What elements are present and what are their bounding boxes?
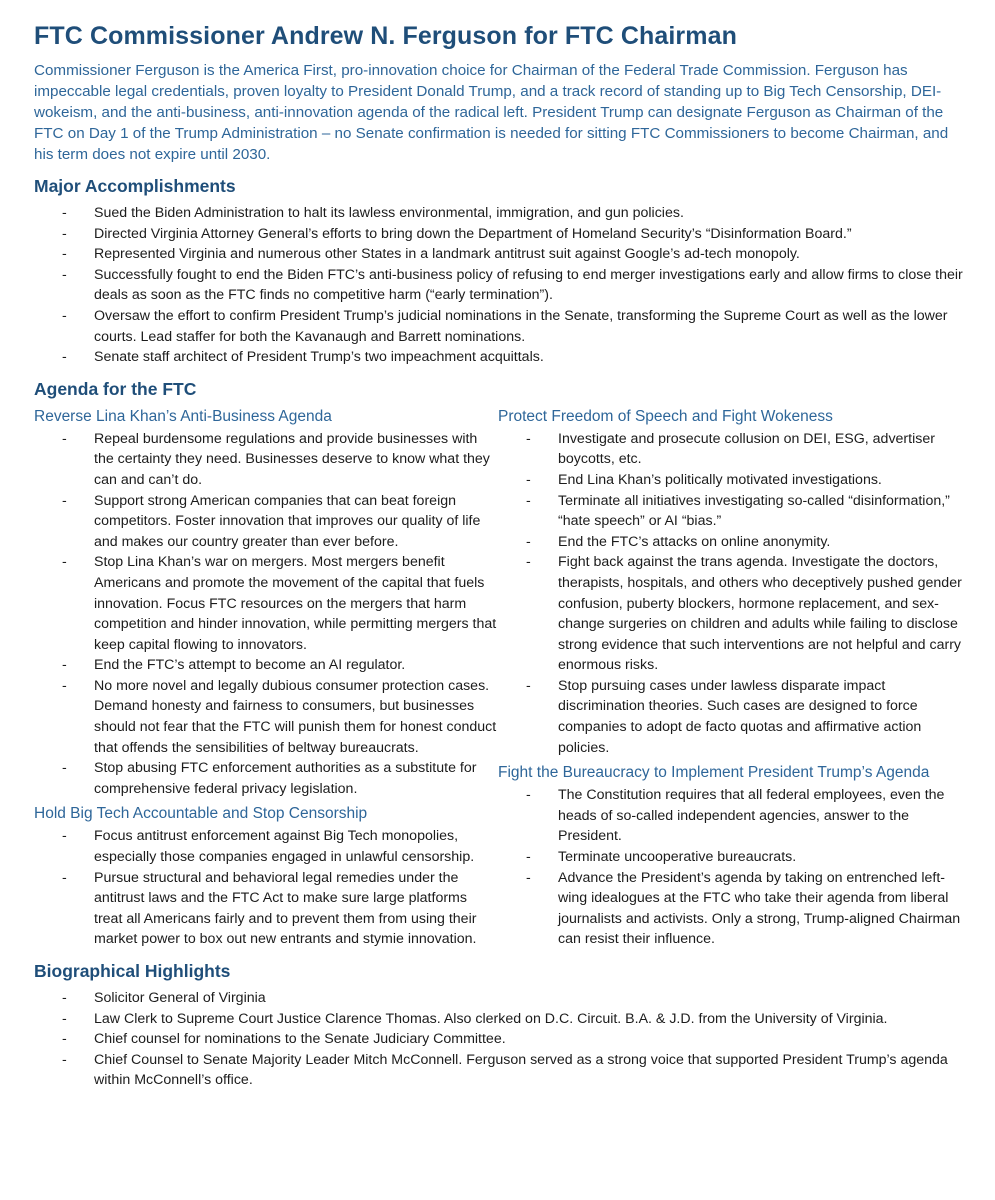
list-item: - Stop abusing FTC enforcement authorities as a substitute for comprehensive federal privacy legislation.: [34, 758, 498, 799]
bio-heading: Biographical Highlights: [34, 961, 231, 981]
list-item: - Law Clerk to Supreme Court Justice Clarence Thomas. Also clerked on D.C. Circuit. B.A. & J.D. from the University of Virginia.: [34, 1009, 963, 1030]
list-item: - Fight back against the trans agenda. Investigate the doctors, therapists, hospitals, and others who deceptively pushed gender confusion, puberty blockers, hormone replacement, and sex-change surgeries on children and adults while failing to disclose strong evidence that such interventions are not helpful and carry enormous risks.: [498, 552, 963, 676]
agenda-list: [498, 429, 963, 759]
accomplishments-heading: Major Accomplishments: [34, 176, 236, 196]
list-item: - Terminate all initiatives investigating so-called “disinformation,” “hate speech” or AI “bias.”: [498, 491, 963, 532]
agenda-subheading: Fight the Bureaucracy to Implement President Trump’s Agenda: [498, 764, 930, 782]
list-item: - Successfully fought to end the Biden FTC’s anti-business policy of refusing to end merger investigations early and allow firms to close their deals as soon as the FTC finds no competitive harm (“early termination”).: [34, 265, 963, 306]
bio-list: [34, 988, 963, 1091]
list-item: - Senate staff architect of President Trump’s two impeachment acquittals.: [34, 347, 963, 368]
list-item: - Investigate and prosecute collusion on DEI, ESG, advertiser boycotts, etc.: [498, 429, 963, 470]
list-item: - End the FTC’s attacks on online anonymity.: [498, 532, 963, 553]
list-item: - Advance the President’s agenda by taking on entrenched left-wing idealogues at the FTC who take their agenda from liberal journalists and activists. Only a strong, Trump-aligned Chairman can resist their influence.: [498, 868, 963, 950]
intro-paragraph: Commissioner Ferguson is the America First, pro-innovation choice for Chairman of the Federal Trade Commission. Ferguson has impeccable legal credentials, proven loyalty to President Donald Trump, and a track record of standing up to Big Tech Censorship, DEI-wokeism, and the anti-business, anti-innovation agenda of the radical left. President Trump can designate Ferguson as Chairman of the FTC on Day 1 of the Trump Administration – no Senate confirmation is needed for sitting FTC Commissioners to become Chairman, and his term does not expire until 2030.: [34, 62, 949, 163]
agenda-subheading: Protect Freedom of Speech and Fight Wokeness: [498, 407, 833, 425]
list-item: - Represented Virginia and numerous other States in a landmark antitrust suit against Google’s ad-tech monopoly.: [34, 244, 963, 265]
list-item: - No more novel and legally dubious consumer protection cases. Demand honesty and fairness to consumers, but businesses should not fear that the FTC will punish them for honest conduct that offends the sensibilities of beltway bureaucrats.: [34, 676, 498, 758]
list-item: - The Constitution requires that all federal employees, even the heads of so-called independent agencies, answer to the President.: [498, 785, 963, 847]
list-item: - Sued the Biden Administration to halt its lawless environmental, immigration, and gun policies.: [34, 203, 963, 224]
agenda-columns: [34, 406, 963, 950]
agenda-list: [498, 785, 963, 950]
list-item: - End Lina Khan’s politically motivated investigations.: [498, 470, 963, 491]
agenda-list: [34, 429, 498, 800]
list-item: - Support strong American companies that can beat foreign competitors. Foster innovation that improves our quality of life and makes our country greater than ever before.: [34, 491, 498, 553]
list-item: - Repeal burdensome regulations and provide businesses with the certainty they need. Businesses deserve to know what they can and can’t do.: [34, 429, 498, 491]
accomplishments-list: [34, 203, 963, 368]
agenda-heading: Agenda for the FTC: [34, 378, 197, 399]
list-item: - Stop pursuing cases under lawless disparate impact discrimination theories. Such cases are designed to force companies to adopt de facto quotas and affirmative action policies.: [498, 676, 963, 758]
list-item: - Pursue structural and behavioral legal remedies under the antitrust laws and the FTC Act to make sure large platforms treat all Americans fairly and to prevent them from using their market power to box out new entrants and stymie innovation.: [34, 868, 498, 950]
page-title: FTC Commissioner Andrew N. Ferguson for FTC Chairman: [34, 22, 737, 50]
agenda-subheading: Hold Big Tech Accountable and Stop Censorship: [34, 805, 368, 823]
list-item: - Directed Virginia Attorney General’s efforts to bring down the Department of Homeland Security’s “Disinformation Board.”: [34, 224, 963, 245]
agenda-subheading: Reverse Lina Khan’s Anti-Business Agenda: [34, 407, 332, 425]
agenda-right-column: [498, 406, 963, 950]
agenda-left-column: [34, 406, 498, 950]
list-item: - Chief Counsel to Senate Majority Leader Mitch McConnell. Ferguson served as a strong voice that supported President Trump’s agenda within McConnell’s office.: [34, 1050, 963, 1091]
list-item: - Solicitor General of Virginia: [34, 988, 963, 1009]
list-item: - Focus antitrust enforcement against Big Tech monopolies, especially those companies engaged in unlawful censorship.: [34, 826, 498, 867]
list-item: - Oversaw the effort to confirm President Trump’s judicial nominations in the Senate, transforming the Supreme Court as well as the lower courts. Lead staffer for both the Kavanaugh and Barrett nominations.: [34, 306, 963, 347]
list-item: - Stop Lina Khan’s war on mergers. Most mergers benefit Americans and promote the movement of the capital that fuels innovation. Focus FTC resources on the mergers that harm competition and hinder innovation, while permitting mergers that keep capital flowing to innovators.: [34, 552, 498, 655]
list-item: - Terminate uncooperative bureaucrats.: [498, 847, 963, 868]
agenda-list: [34, 826, 498, 950]
list-item: - Chief counsel for nominations to the Senate Judiciary Committee.: [34, 1029, 963, 1050]
list-item: - End the FTC’s attempt to become an AI regulator.: [34, 655, 498, 676]
